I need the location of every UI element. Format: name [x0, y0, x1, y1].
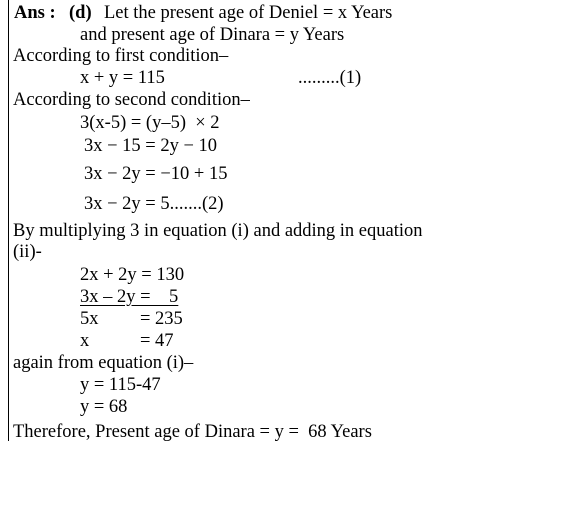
- sum-row-1: 2x + 2y = 130: [80, 265, 185, 285]
- answer-option: (d): [69, 3, 92, 23]
- sum-row-3-right: = 235: [140, 309, 183, 329]
- sum-row-2: 3x – 2y = 5: [80, 287, 179, 307]
- equation-2a: 3(x-5) = (y–5) × 2: [80, 113, 220, 133]
- equation-2c: 3x − 2y = −10 + 15: [84, 164, 228, 184]
- multiply-line-1: By multiplying 3 in equation (i) and adding in equation: [13, 221, 423, 241]
- equation-1: x + y = 115: [80, 68, 165, 88]
- sum-row-3-left: 5x: [80, 309, 99, 329]
- conclusion-line: Therefore, Present age of Dinara = y = 68 Years: [13, 422, 372, 442]
- answer-prefix: Ans :: [14, 3, 56, 23]
- equation-2b: 3x − 15 = 2y − 10: [84, 136, 218, 156]
- sum-row-4-left: x: [80, 331, 90, 351]
- sum-row-4-right: = 47: [140, 331, 174, 351]
- again-line: again from equation (i)–: [13, 353, 194, 373]
- equation-1-label: .........(1): [298, 68, 362, 88]
- condition-2-heading: According to second condition–: [13, 90, 250, 110]
- answer-line-1: Let the present age of Deniel = x Years: [104, 3, 393, 23]
- equation-2d: 3x − 2y = 5.......(2): [84, 194, 224, 214]
- multiply-line-2: (ii)-: [13, 242, 42, 262]
- answer-line-2: and present age of Dinara = y Years: [80, 25, 345, 45]
- y-line-1: y = 115-47: [80, 375, 161, 395]
- y-line-2: y = 68: [80, 397, 128, 417]
- condition-1-heading: According to first condition–: [13, 46, 229, 66]
